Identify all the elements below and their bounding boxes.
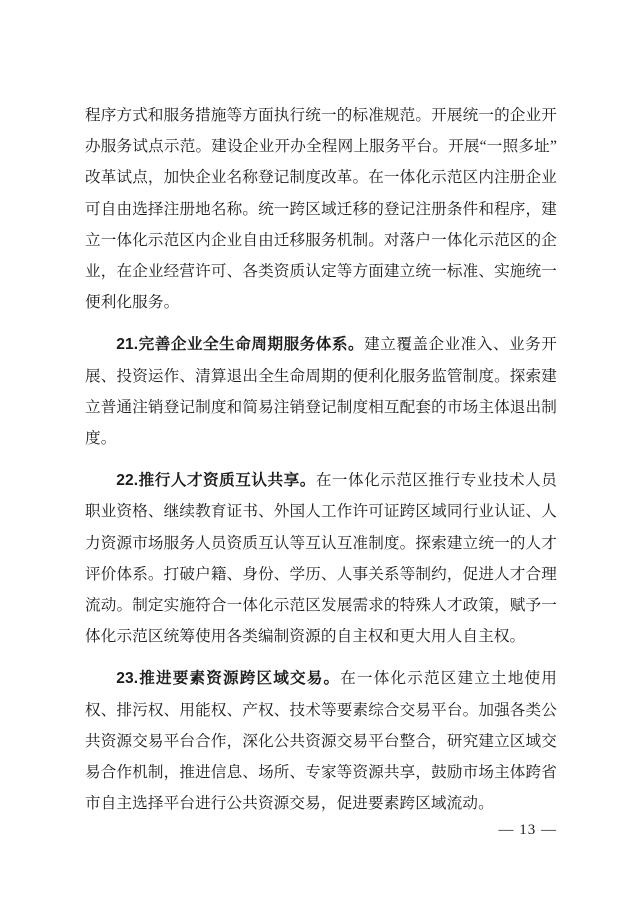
paragraph-text: 建立覆盖企业准入、业务开展、投资运作、清算退出全生命周期的便利化服务监管制度。探索建立普通注销登记制度和简易注销登记制度相互配套的市场主体退出制度。 (85, 336, 558, 448)
paragraph-text: 在一体化示范区推行专业技术人员职业资格、继续教育证书、外国人工作许可证跨区域同行业认证、人力资源市场服务人员资质互认等互认互准制度。探索建立统一的人才评价体系。打破户籍、身份、学历、人事关系等制约，促进人才合理流动。制定实施符合一体化示范区发展需求的特殊人才政策，赋予一体化示范区统筹使用各类编制资源的自主权和更大用人自主权。 (85, 472, 557, 646)
paragraph-continuation (85, 100, 557, 318)
page-body (85, 100, 557, 819)
paragraph-heading: 22.推行人才资质互认共享。 (116, 472, 316, 490)
paragraph-text: 程序方式和服务措施等方面执行统一的标准规范。开展统一的企业开办服务试点示范。建设企业开办全程网上服务平台。开展“一照多址”改革试点，加快企业名称登记制度改革。在一体化示范区内注册企业可自由选择注册地名称。统一跨区域迁移的登记注册条件和程序，建立一体化示范区内企业自由迁移服务机制。对落户一体化示范区的企业，在企业经营许可、各类资质认定等方面建立统一标准、实施统一便利化服务。 (85, 107, 557, 312)
paragraph-text: 在一体化示范区建立土地使用权、排污权、用能权、产权、技术等要素综合交易平台。加强各类公共资源交易平台合作，深化公共资源交易平台整合，研究建立区域交易合作机制，推进信息、场所、专家等资源共享，鼓励市场主体跨省市自主选择平台进行公共资源交易，促进要素跨区域流动。 (85, 670, 557, 813)
paragraph-heading: 23.推进要素资源跨区域交易。 (116, 670, 341, 688)
paragraph-heading: 21.完善企业全生命周期服务体系。 (116, 336, 365, 354)
page-number: — 13 — (498, 822, 557, 838)
paragraph-item-22 (85, 465, 557, 652)
paragraph-item-21 (85, 329, 557, 454)
paragraph-item-23 (85, 663, 557, 819)
